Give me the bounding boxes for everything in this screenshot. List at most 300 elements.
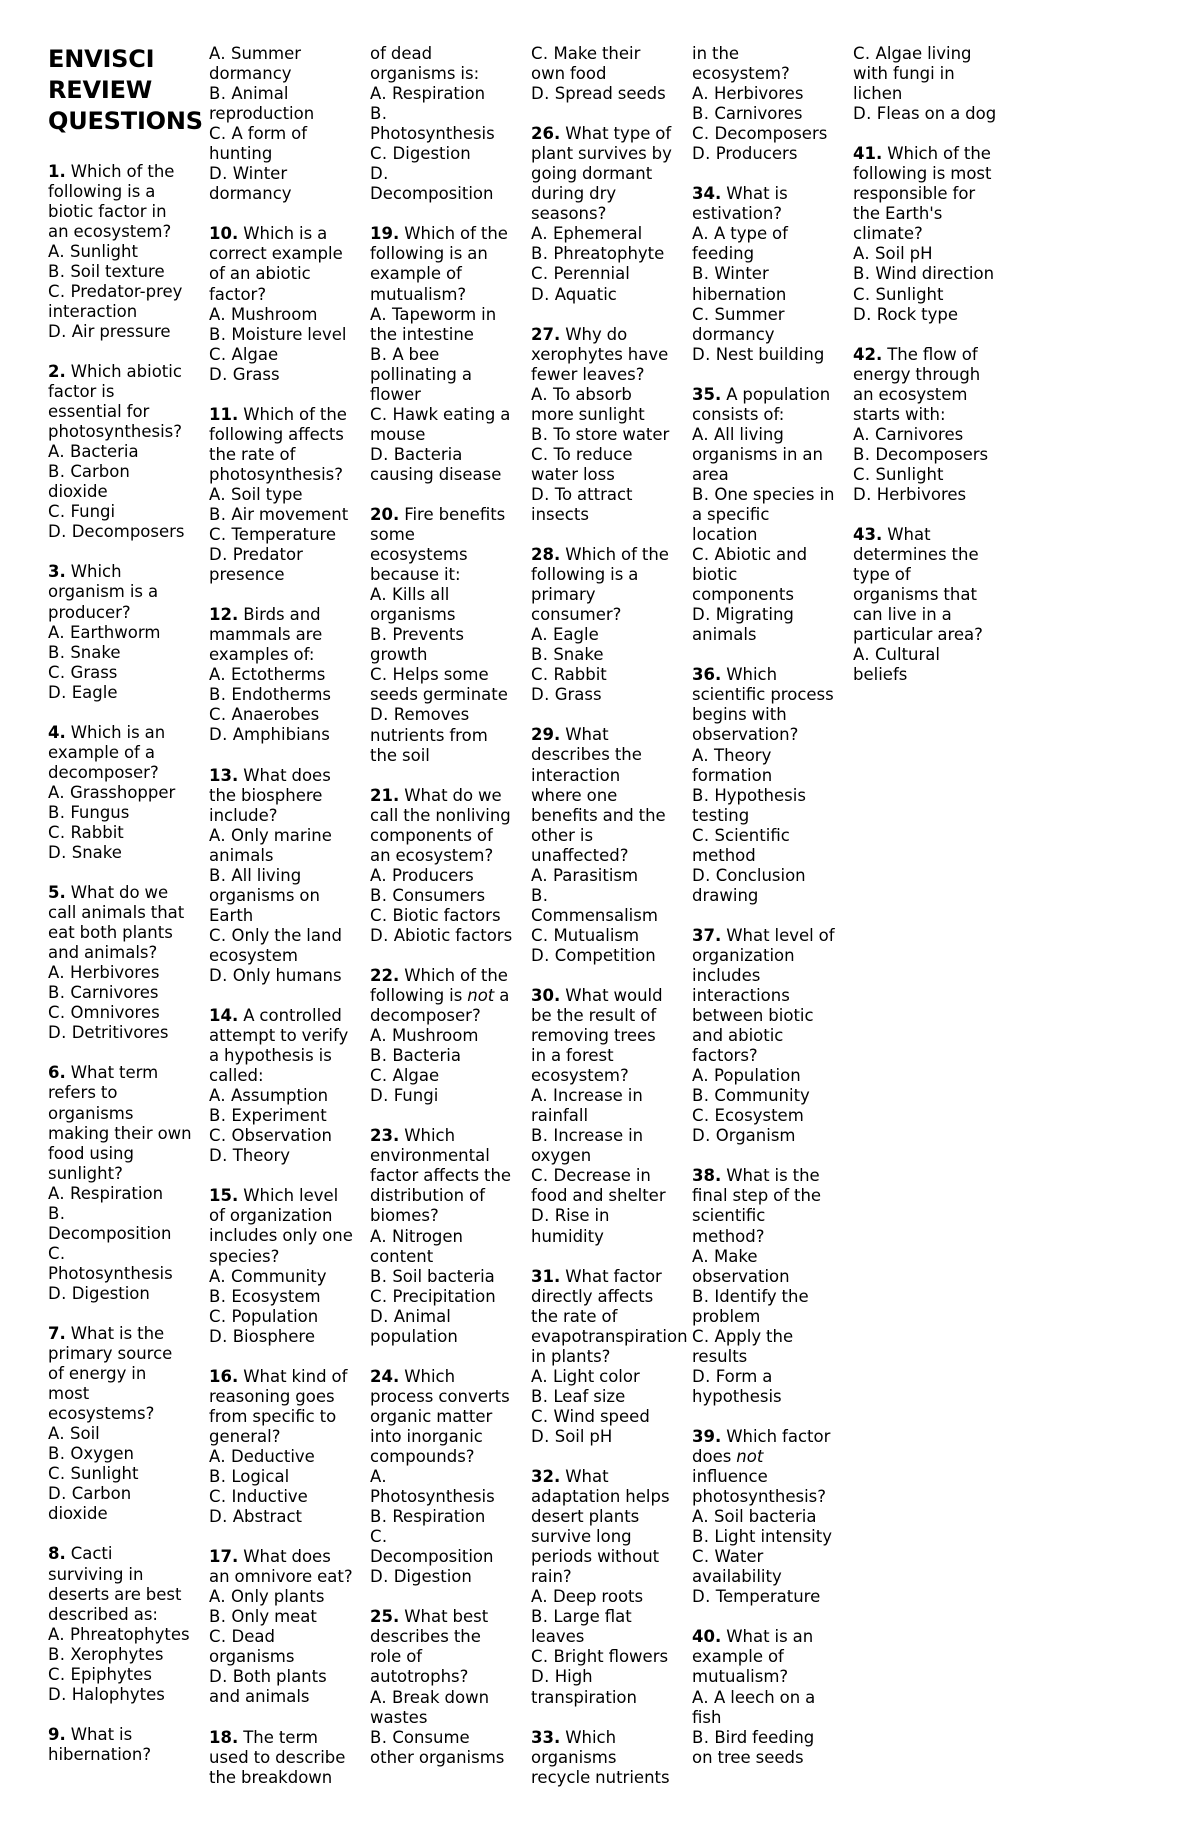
answer-option-text: Carbon dioxide bbox=[48, 1484, 132, 1524]
answer-option[interactable] bbox=[209, 1086, 353, 1106]
answer-option[interactable] bbox=[209, 1287, 353, 1307]
answer-option-label: D. bbox=[370, 1086, 389, 1106]
answer-option[interactable] bbox=[692, 1547, 836, 1587]
question-stem bbox=[48, 1324, 192, 1424]
answer-option[interactable] bbox=[370, 1567, 514, 1587]
answer-option[interactable] bbox=[209, 44, 353, 84]
answer-option[interactable] bbox=[531, 1086, 675, 1126]
question-stem-text: Which of the following is most responsible for the Earth's climate? bbox=[853, 144, 992, 244]
answer-option[interactable] bbox=[370, 1688, 514, 1728]
answer-option-label: D. bbox=[692, 865, 711, 885]
answer-option[interactable] bbox=[531, 264, 675, 284]
question-number: 32. bbox=[531, 1467, 561, 1486]
answer-option-text: Hypothesis testing bbox=[692, 785, 806, 825]
question-number: 11. bbox=[209, 404, 239, 424]
answer-option-label: A. bbox=[48, 241, 66, 261]
answer-option[interactable] bbox=[531, 1387, 675, 1407]
answer-option[interactable] bbox=[692, 485, 836, 545]
answer-option[interactable] bbox=[531, 224, 675, 244]
question-stem-text: What kind of reasoning goes from specific to general? bbox=[209, 1366, 348, 1446]
answer-option-text: Biotic factors bbox=[392, 905, 501, 925]
answer-option-text: Photosynthesis bbox=[48, 1263, 173, 1283]
answer-option-label: D. bbox=[692, 344, 711, 364]
answer-option[interactable] bbox=[692, 545, 836, 605]
answer-option-label: B. bbox=[48, 1444, 66, 1464]
answer-option[interactable] bbox=[209, 365, 353, 385]
question-block bbox=[531, 545, 675, 705]
question-stem-text: What does an omnivore eat? bbox=[209, 1547, 353, 1587]
answer-option[interactable] bbox=[853, 264, 997, 284]
answer-option[interactable] bbox=[692, 1728, 836, 1768]
answer-option[interactable] bbox=[531, 1427, 675, 1447]
question-stem-text: Which environmental factor affects the distribution of biomes? bbox=[370, 1126, 512, 1226]
answer-option[interactable] bbox=[48, 983, 192, 1003]
answer-option[interactable] bbox=[370, 1307, 514, 1347]
answer-option[interactable] bbox=[370, 1267, 514, 1287]
question-block bbox=[531, 1266, 688, 1447]
answer-option-text: Increase in oxygen bbox=[531, 1126, 644, 1166]
answer-option[interactable] bbox=[531, 425, 675, 445]
answer-option[interactable] bbox=[48, 1444, 192, 1464]
answer-option-label: B. bbox=[370, 885, 388, 905]
answer-option[interactable] bbox=[370, 1467, 514, 1507]
answer-option[interactable] bbox=[48, 1184, 192, 1204]
answer-option[interactable] bbox=[370, 1527, 514, 1567]
answer-option[interactable] bbox=[209, 826, 353, 866]
answer-option[interactable] bbox=[370, 405, 514, 445]
answer-option[interactable] bbox=[692, 1367, 836, 1407]
answer-option-text: Algae bbox=[392, 1066, 440, 1086]
answer-option[interactable] bbox=[209, 1327, 353, 1347]
question-block bbox=[370, 786, 514, 946]
answer-option[interactable] bbox=[370, 1026, 514, 1046]
answer-option[interactable] bbox=[531, 1126, 675, 1166]
answer-option[interactable] bbox=[531, 1667, 675, 1707]
answer-option[interactable] bbox=[209, 1447, 353, 1467]
question-block bbox=[531, 725, 675, 966]
answer-option-label: A. bbox=[692, 224, 710, 244]
question-number: 27. bbox=[531, 324, 561, 344]
answer-option[interactable] bbox=[48, 1284, 192, 1304]
answer-option[interactable] bbox=[531, 244, 675, 264]
answer-option-label: D. bbox=[370, 925, 389, 945]
answer-option[interactable] bbox=[48, 1424, 192, 1444]
answer-option[interactable] bbox=[209, 1146, 353, 1166]
answer-option-label: D. bbox=[48, 321, 67, 341]
answer-option-text: Ecosystem bbox=[714, 1106, 804, 1126]
question-number: 40. bbox=[692, 1627, 722, 1647]
answer-option-text: Fleas on a dog bbox=[876, 104, 997, 124]
answer-option[interactable] bbox=[48, 623, 192, 643]
answer-option[interactable] bbox=[209, 866, 353, 926]
answer-option-text: Parasitism bbox=[553, 865, 639, 885]
answer-option-label: C. bbox=[48, 1243, 66, 1263]
answer-option[interactable] bbox=[48, 1484, 192, 1524]
answer-option[interactable] bbox=[48, 783, 192, 803]
answer-option-text: Community bbox=[231, 1266, 327, 1286]
answer-option[interactable] bbox=[370, 84, 514, 104]
answer-option[interactable] bbox=[48, 823, 192, 843]
answer-option[interactable] bbox=[370, 886, 514, 906]
answer-option[interactable] bbox=[48, 1665, 192, 1685]
answer-option[interactable] bbox=[48, 1685, 192, 1705]
answer-option[interactable] bbox=[48, 1244, 192, 1284]
answer-option-label: D. bbox=[209, 545, 228, 565]
answer-option[interactable] bbox=[209, 926, 353, 966]
answer-option-text: Only marine animals bbox=[209, 825, 332, 865]
answer-option-label: B. bbox=[692, 1286, 710, 1306]
answer-option[interactable] bbox=[692, 1688, 836, 1728]
answer-option-label: C. bbox=[209, 525, 227, 545]
answer-option-label: B. bbox=[692, 1727, 710, 1747]
answer-option[interactable] bbox=[209, 545, 353, 585]
answer-option[interactable] bbox=[209, 1487, 353, 1507]
answer-option-label: B. bbox=[370, 1507, 388, 1527]
answer-option[interactable] bbox=[370, 906, 514, 926]
answer-option-text: To attract insects bbox=[531, 484, 633, 524]
question-stem bbox=[370, 966, 514, 1026]
answer-option[interactable] bbox=[531, 946, 675, 966]
answer-option-text: Predator-prey interaction bbox=[48, 281, 183, 321]
answer-option[interactable] bbox=[692, 144, 836, 164]
question-stem-text: Which level of organization includes only one species? bbox=[209, 1186, 353, 1266]
answer-option-text: Fungi bbox=[70, 502, 116, 522]
answer-option-text: Respiration bbox=[392, 84, 486, 104]
answer-option[interactable] bbox=[209, 1587, 353, 1607]
answer-option[interactable] bbox=[370, 1287, 514, 1307]
answer-option-label: C. bbox=[48, 662, 66, 682]
answer-option[interactable] bbox=[531, 645, 675, 665]
answer-option[interactable] bbox=[531, 485, 675, 525]
answer-option[interactable] bbox=[692, 1126, 836, 1146]
answer-option[interactable] bbox=[531, 665, 675, 685]
answer-option-text: Photosynthesis bbox=[370, 1487, 495, 1507]
answer-option[interactable] bbox=[48, 262, 192, 282]
question-block bbox=[853, 525, 997, 685]
answer-option[interactable] bbox=[209, 1126, 353, 1146]
answer-option[interactable] bbox=[853, 104, 997, 124]
answer-option-text: Ectotherms bbox=[231, 665, 326, 685]
answer-option[interactable] bbox=[531, 445, 675, 485]
answer-option-label: C. bbox=[209, 1126, 227, 1146]
answer-option[interactable] bbox=[209, 505, 353, 525]
answer-option-label: D. bbox=[209, 725, 228, 745]
answer-option[interactable] bbox=[209, 1667, 353, 1707]
answer-option-label: D. bbox=[531, 1426, 550, 1446]
answer-option[interactable] bbox=[48, 683, 192, 703]
answer-option[interactable] bbox=[370, 164, 514, 204]
answer-option[interactable] bbox=[692, 1086, 836, 1106]
answer-option[interactable] bbox=[692, 1247, 836, 1287]
answer-option[interactable] bbox=[209, 705, 353, 725]
answer-option-text: Grass bbox=[232, 364, 280, 384]
answer-option[interactable] bbox=[209, 1507, 353, 1527]
answer-option[interactable] bbox=[370, 1066, 514, 1086]
question-stem-text: The term used to describe the breakdown of dead organisms is: bbox=[209, 44, 480, 1787]
answer-option[interactable] bbox=[531, 886, 675, 926]
answer-option[interactable] bbox=[692, 605, 836, 645]
answer-option[interactable] bbox=[692, 1327, 836, 1367]
answer-option-text: Abiotic and biotic components bbox=[692, 545, 808, 605]
answer-option[interactable] bbox=[209, 1607, 353, 1627]
answer-option[interactable] bbox=[692, 826, 836, 866]
answer-option-text: Removes nutrients from the soil bbox=[370, 705, 488, 765]
answer-option[interactable] bbox=[370, 104, 514, 144]
question-block bbox=[209, 1006, 353, 1166]
answer-option[interactable] bbox=[531, 1647, 675, 1667]
question-number: 4. bbox=[48, 722, 66, 742]
question-stem bbox=[692, 385, 836, 425]
answer-option[interactable] bbox=[370, 665, 514, 705]
answer-option-label: D. bbox=[209, 1507, 228, 1527]
answer-option-label: C. bbox=[531, 444, 549, 464]
question-block bbox=[692, 665, 836, 906]
question-number: 8. bbox=[48, 1544, 66, 1564]
answer-option-text: Algae bbox=[231, 344, 279, 364]
answer-option[interactable] bbox=[48, 282, 192, 322]
answer-option[interactable] bbox=[370, 1227, 514, 1267]
question-number: 7. bbox=[48, 1324, 66, 1343]
answer-option[interactable] bbox=[209, 124, 353, 164]
answer-option[interactable] bbox=[531, 1587, 675, 1607]
answer-option[interactable] bbox=[48, 522, 192, 542]
answer-option[interactable] bbox=[48, 502, 192, 522]
question-stem-text: Which of the following is an example of mutualism? bbox=[370, 224, 508, 304]
answer-option-label: B. bbox=[370, 1046, 388, 1066]
answer-option[interactable] bbox=[209, 84, 353, 124]
answer-option[interactable] bbox=[48, 643, 192, 663]
answer-option[interactable] bbox=[209, 685, 353, 705]
question-stem-text: What do we call the nonliving components of an ecosystem? bbox=[370, 785, 511, 865]
answer-option[interactable] bbox=[531, 84, 675, 104]
answer-option[interactable] bbox=[692, 104, 836, 124]
answer-option-text: Theory bbox=[232, 1146, 291, 1166]
answer-option[interactable] bbox=[692, 1287, 836, 1327]
question-stem-text: What is the final step of the scientific method? bbox=[692, 1166, 822, 1246]
answer-option[interactable] bbox=[531, 1367, 675, 1387]
answer-option[interactable] bbox=[853, 285, 997, 305]
answer-option[interactable] bbox=[531, 866, 675, 886]
answer-option-text: Bacteria bbox=[70, 442, 139, 462]
answer-option[interactable] bbox=[209, 525, 353, 545]
answer-option[interactable] bbox=[48, 442, 192, 462]
answer-option[interactable] bbox=[692, 1106, 836, 1126]
answer-option[interactable] bbox=[48, 1645, 192, 1665]
answer-option[interactable] bbox=[209, 1467, 353, 1487]
answer-option-label: B. bbox=[48, 1203, 66, 1223]
answer-option[interactable] bbox=[48, 1625, 192, 1645]
answer-option[interactable] bbox=[692, 124, 836, 144]
answer-option[interactable] bbox=[370, 1086, 514, 1106]
answer-option[interactable] bbox=[370, 625, 514, 665]
answer-option[interactable] bbox=[209, 725, 353, 745]
answer-option[interactable] bbox=[692, 1066, 836, 1086]
answer-option-text: Phreatophyte bbox=[553, 244, 665, 264]
answer-option[interactable] bbox=[370, 1046, 514, 1066]
answer-option[interactable] bbox=[853, 425, 997, 445]
answer-option[interactable] bbox=[692, 746, 836, 786]
answer-option[interactable] bbox=[370, 345, 514, 405]
answer-option[interactable] bbox=[531, 1166, 675, 1206]
answer-option-label: C. bbox=[370, 665, 388, 685]
answer-option-text: Producers bbox=[715, 144, 798, 164]
question-number: 28. bbox=[531, 545, 561, 565]
answer-option[interactable] bbox=[853, 645, 997, 685]
answer-option[interactable] bbox=[209, 665, 353, 685]
answer-option[interactable] bbox=[209, 966, 353, 986]
answer-option[interactable] bbox=[531, 385, 675, 425]
question-stem-text: What would be the result of removing trees in a forest ecosystem? bbox=[531, 985, 663, 1086]
answer-option-label: B. bbox=[531, 1126, 549, 1146]
answer-option[interactable] bbox=[692, 84, 836, 104]
answer-option[interactable] bbox=[531, 1607, 675, 1647]
answer-option[interactable] bbox=[692, 264, 836, 304]
answer-option[interactable] bbox=[48, 963, 192, 983]
answer-option[interactable] bbox=[531, 1206, 675, 1246]
answer-option[interactable] bbox=[48, 242, 192, 262]
answer-option[interactable] bbox=[531, 1407, 675, 1427]
answer-option-text: Grass bbox=[70, 662, 118, 682]
answer-option[interactable] bbox=[853, 44, 997, 104]
answer-option[interactable] bbox=[853, 485, 997, 505]
answer-option-text: Respiration bbox=[70, 1183, 164, 1203]
answer-option-label: D. bbox=[370, 1306, 389, 1326]
question-stem-text: a decomposer? bbox=[370, 986, 510, 1026]
answer-option[interactable] bbox=[370, 445, 514, 485]
answer-option-label: B. bbox=[209, 324, 227, 344]
answer-option[interactable] bbox=[209, 485, 353, 505]
answer-option-label: D. bbox=[531, 1206, 550, 1226]
answer-option[interactable] bbox=[853, 244, 997, 264]
answer-option-label: A. bbox=[692, 1507, 710, 1527]
answer-option[interactable] bbox=[209, 1627, 353, 1667]
question-stem-text: What do we call animals that eat both plants and animals? bbox=[48, 883, 185, 963]
answer-option-label: A. bbox=[209, 1587, 227, 1607]
answer-option[interactable] bbox=[209, 1307, 353, 1327]
answer-option[interactable] bbox=[692, 224, 836, 264]
answer-option[interactable] bbox=[48, 663, 192, 683]
answer-option[interactable] bbox=[531, 285, 675, 305]
question-block bbox=[48, 1544, 192, 1704]
answer-option-text: Wind speed bbox=[553, 1406, 650, 1426]
answer-option[interactable] bbox=[692, 1507, 836, 1527]
answer-option[interactable] bbox=[692, 866, 836, 906]
answer-option[interactable] bbox=[692, 305, 836, 345]
answer-option-label: D. bbox=[48, 1684, 67, 1704]
question-block bbox=[370, 966, 514, 1106]
answer-option-text: Deep roots bbox=[553, 1587, 644, 1607]
answer-option-label: A. bbox=[692, 1246, 710, 1266]
answer-option-label: D. bbox=[853, 484, 872, 504]
question-number: 15. bbox=[209, 1186, 239, 1206]
answer-option[interactable] bbox=[209, 325, 353, 345]
answer-option[interactable] bbox=[48, 1464, 192, 1484]
answer-option[interactable] bbox=[209, 1106, 353, 1126]
answer-option-text: Only plants bbox=[231, 1587, 325, 1607]
answer-option-text: Population bbox=[231, 1306, 319, 1326]
question-stem bbox=[531, 545, 675, 625]
answer-option[interactable] bbox=[48, 462, 192, 502]
answer-option[interactable] bbox=[692, 425, 836, 485]
answer-option-label: C. bbox=[48, 1664, 66, 1684]
answer-option[interactable] bbox=[531, 625, 675, 645]
answer-option[interactable] bbox=[370, 585, 514, 625]
answer-option-text: Endotherms bbox=[231, 685, 332, 705]
answer-option[interactable] bbox=[370, 926, 514, 946]
answer-option[interactable] bbox=[370, 1728, 514, 1768]
page-title-line: QUESTIONS bbox=[48, 107, 203, 136]
answer-option-text: Carnivores bbox=[714, 104, 803, 124]
answer-option[interactable] bbox=[531, 44, 675, 84]
answer-option[interactable] bbox=[209, 164, 353, 204]
answer-option-label: C. bbox=[531, 1406, 549, 1426]
answer-option[interactable] bbox=[48, 322, 192, 342]
answer-option[interactable] bbox=[370, 305, 514, 345]
answer-option[interactable] bbox=[853, 305, 997, 325]
question-number: 34. bbox=[692, 184, 722, 204]
question-number: 6. bbox=[48, 1063, 66, 1083]
answer-option[interactable] bbox=[692, 1527, 836, 1547]
answer-option-label: D. bbox=[692, 605, 711, 625]
answer-option-text: Eagle bbox=[553, 625, 599, 645]
question-number: 20. bbox=[370, 504, 400, 524]
question-number: 33. bbox=[531, 1727, 561, 1747]
question-stem-text: Fire benefits some ecosystems because it: bbox=[370, 504, 506, 585]
answer-option[interactable] bbox=[370, 705, 514, 765]
answer-option[interactable] bbox=[370, 1507, 514, 1527]
answer-option[interactable] bbox=[48, 1204, 192, 1244]
answer-option[interactable] bbox=[48, 1023, 192, 1043]
answer-option-text: Wind direction bbox=[875, 264, 995, 284]
answer-option[interactable] bbox=[48, 1003, 192, 1023]
answer-option[interactable] bbox=[209, 305, 353, 325]
answer-option[interactable] bbox=[692, 786, 836, 826]
answer-option[interactable] bbox=[209, 345, 353, 365]
answer-option[interactable] bbox=[531, 926, 675, 946]
answer-option-text: Experiment bbox=[231, 1106, 327, 1126]
answer-option-label: D. bbox=[370, 1567, 389, 1587]
answer-option[interactable] bbox=[48, 803, 192, 823]
answer-option[interactable] bbox=[853, 465, 997, 485]
answer-option-text: Snake bbox=[553, 645, 604, 665]
answer-option[interactable] bbox=[692, 345, 836, 365]
answer-option-label: C. bbox=[692, 825, 710, 845]
answer-option[interactable] bbox=[370, 866, 514, 886]
answer-option-text: Bacteria causing disease bbox=[370, 444, 502, 484]
answer-option[interactable] bbox=[692, 1587, 836, 1607]
answer-option[interactable] bbox=[48, 843, 192, 863]
question-stem bbox=[48, 362, 192, 442]
answer-option[interactable] bbox=[209, 1267, 353, 1287]
answer-option[interactable] bbox=[853, 445, 997, 465]
answer-option[interactable] bbox=[531, 685, 675, 705]
answer-option-label: C. bbox=[853, 44, 871, 63]
answer-option-text: Grasshopper bbox=[70, 782, 176, 802]
answer-option-label: D. bbox=[48, 682, 67, 702]
question-stem bbox=[692, 1166, 836, 1246]
answer-option-text: Tapeworm in the intestine bbox=[370, 304, 497, 344]
answer-option-label: D. bbox=[531, 945, 550, 965]
answer-option-label: C. bbox=[692, 545, 710, 565]
answer-option-label: A. bbox=[531, 1086, 549, 1106]
answer-option-text: Ephemeral bbox=[553, 224, 643, 244]
answer-option-text: Decomposition bbox=[370, 1547, 494, 1567]
answer-option[interactable] bbox=[370, 144, 514, 164]
answer-option-text: A bee pollinating a flower bbox=[370, 344, 472, 404]
answer-option-text: Nest building bbox=[715, 344, 825, 364]
question-block bbox=[209, 224, 353, 384]
answer-option-label: C. bbox=[370, 1286, 388, 1306]
